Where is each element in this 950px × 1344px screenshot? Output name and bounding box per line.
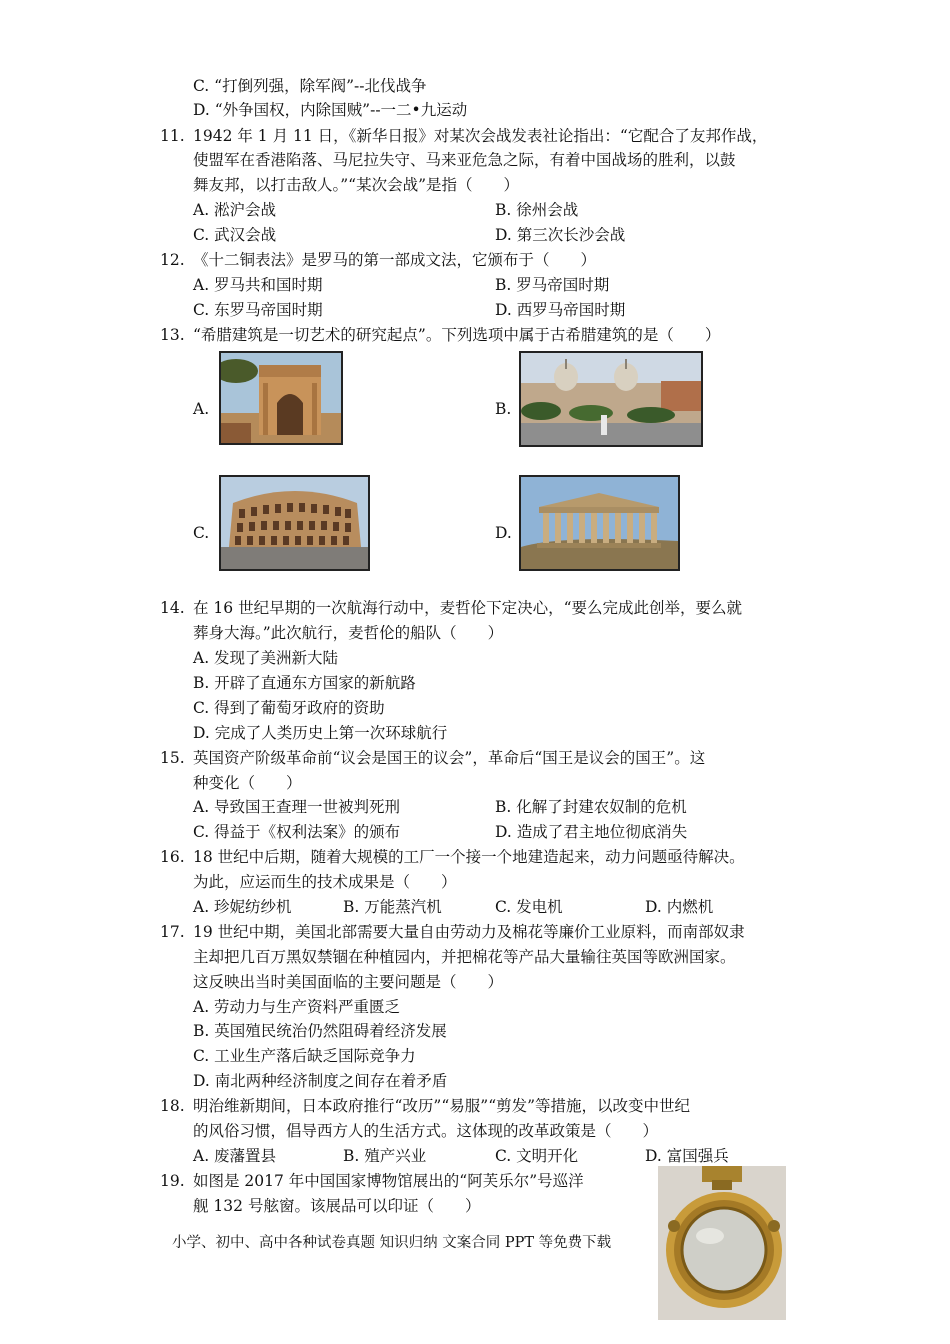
q10-option-c: C. “打倒列强，除军阀”--北伐战争 — [193, 77, 427, 95]
q15-number: 15. — [160, 749, 185, 767]
q18-option-c[interactable]: C. 文明开化 — [495, 1147, 579, 1165]
q18-number: 18. — [160, 1097, 185, 1115]
q17-stem-line2: 主却把几百万黑奴禁锢在种植园内，并把棉花等产品大量输往英国等欧洲国家。 — [193, 948, 736, 966]
q16-stem-line1: 18 世纪中后期，随着大规模的工厂一个接一个地建造起来，动力问题亟待解决。 — [193, 848, 745, 866]
q18-option-b[interactable]: B. 殖产兴业 — [343, 1147, 427, 1165]
footer-text: 小学、初中、高中各种试卷真题 知识归纳 文案合同 PPT 等免费下载 — [172, 1235, 612, 1251]
q14-stem-line1: 在 16 世纪早期的一次航海行动中，麦哲伦下定决心，“要么完成此创举，要么就 — [193, 599, 743, 617]
q16-stem-line2: 为此，应运而生的技术成果是（ ） — [193, 873, 457, 891]
q14-option-d[interactable]: D. 完成了人类历史上第一次环球航行 — [193, 724, 448, 742]
q12-stem: 《十二铜表法》是罗马的第一部成文法，它颁布于（ ） — [193, 251, 597, 269]
q16-option-a[interactable]: A. 珍妮纺纱机 — [193, 898, 292, 916]
q13-option-a-label[interactable]: A. — [193, 400, 210, 418]
triumphal-arch-image[interactable] — [219, 351, 343, 445]
q18-option-a[interactable]: A. 废藩置县 — [193, 1147, 277, 1165]
q15-option-d[interactable]: D. 造成了君主地位彻底消失 — [495, 823, 688, 841]
q13-stem: “希腊建筑是一切艺术的研究起点”。下列选项中属于古希腊建筑的是（ ） — [193, 326, 721, 344]
q17-option-c[interactable]: C. 工业生产落后缺乏国际竞争力 — [193, 1047, 416, 1065]
q11-option-a[interactable]: A. 淞沪会战 — [193, 201, 277, 219]
q12-option-d[interactable]: D. 西罗马帝国时期 — [495, 301, 626, 319]
q11-option-c[interactable]: C. 武汉会战 — [193, 226, 277, 244]
q13-number: 13. — [160, 326, 185, 344]
q12-option-b[interactable]: B. 罗马帝国时期 — [495, 276, 610, 294]
q17-stem-line1: 19 世纪中期，美国北部需要大量自由劳动力及棉花等廉价工业原料，而南部奴隶 — [193, 923, 745, 941]
q17-option-d[interactable]: D. 南北两种经济制度之间存在着矛盾 — [193, 1072, 448, 1090]
q14-option-c[interactable]: C. 得到了葡萄牙政府的资助 — [193, 699, 385, 717]
q14-number: 14. — [160, 599, 185, 617]
q15-stem-line1: 英国资产阶级革命前“议会是国王的议会”，革命后“国王是议会的国王”。这 — [193, 749, 706, 767]
q17-option-a[interactable]: A. 劳动力与生产资料严重匮乏 — [193, 998, 401, 1016]
q15-option-b[interactable]: B. 化解了封建农奴制的危机 — [495, 798, 687, 816]
q19-stem-line2: 舰 132 号舷窗。该展品可以印证（ ） — [193, 1197, 481, 1215]
porthole-image — [658, 1166, 786, 1320]
q17-stem-line3: 这反映出当时美国面临的主要问题是（ ） — [193, 973, 504, 991]
q11-stem-line1: 1942 年 1 月 11 日，《新华日报》对某次会战发表社论指出：“它配合了友邦作战， — [193, 127, 768, 145]
rome-cityscape-image[interactable] — [519, 351, 703, 447]
q19-stem-line1: 如图是 2017 年中国国家博物馆展出的“阿芙乐尔”号巡洋 — [193, 1172, 584, 1190]
q15-option-c[interactable]: C. 得益于《权利法案》的颁布 — [193, 823, 401, 841]
q13-option-c-label[interactable]: C. — [193, 524, 210, 542]
q16-option-b[interactable]: B. 万能蒸汽机 — [343, 898, 442, 916]
q18-stem-line1: 明治维新期间，日本政府推行“改历”“易服”“剪发”等措施，以改变中世纪 — [193, 1097, 691, 1115]
q16-option-d[interactable]: D. 内燃机 — [645, 898, 714, 916]
parthenon-image[interactable] — [519, 475, 680, 571]
colosseum-image[interactable] — [219, 475, 370, 571]
q16-number: 16. — [160, 848, 185, 866]
q11-option-d[interactable]: D. 第三次长沙会战 — [495, 226, 626, 244]
q12-option-c[interactable]: C. 东罗马帝国时期 — [193, 301, 323, 319]
q11-number: 11. — [160, 127, 185, 145]
q14-option-a[interactable]: A. 发现了美洲新大陆 — [193, 649, 339, 667]
q11-stem-line2: 使盟军在香港陷落、马尼拉失守、马来亚危急之际，有着中国战场的胜利，以鼓 — [193, 151, 736, 169]
q12-option-a[interactable]: A. 罗马共和国时期 — [193, 276, 323, 294]
q17-option-b[interactable]: B. 英国殖民统治仍然阻碍着经济发展 — [193, 1022, 447, 1040]
q11-stem-line3: 舞友邦，以打击敌人。”“某次会战”是指（ ） — [193, 176, 520, 194]
q16-option-c[interactable]: C. 发电机 — [495, 898, 563, 916]
q14-option-b[interactable]: B. 开辟了直通东方国家的新航路 — [193, 674, 416, 692]
q15-option-a[interactable]: A. 导致国王查理一世被判死刑 — [193, 798, 401, 816]
q18-option-d[interactable]: D. 富国强兵 — [645, 1147, 729, 1165]
q18-stem-line2: 的风俗习惯，倡导西方人的生活方式。这体现的改革政策是（ ） — [193, 1122, 659, 1140]
q17-number: 17. — [160, 923, 185, 941]
q15-stem-line2: 种变化（ ） — [193, 774, 302, 792]
q12-number: 12. — [160, 251, 185, 269]
q19-number: 19. — [160, 1172, 185, 1190]
q11-option-b[interactable]: B. 徐州会战 — [495, 201, 579, 219]
q14-stem-line2: 葬身大海。”此次航行，麦哲伦的船队（ ） — [193, 624, 504, 642]
q13-option-b-label[interactable]: B. — [495, 400, 512, 418]
q10-option-d: D. “外争国权，内除国贼”--一二•九运动 — [193, 101, 468, 119]
q13-option-d-label[interactable]: D. — [495, 524, 512, 542]
